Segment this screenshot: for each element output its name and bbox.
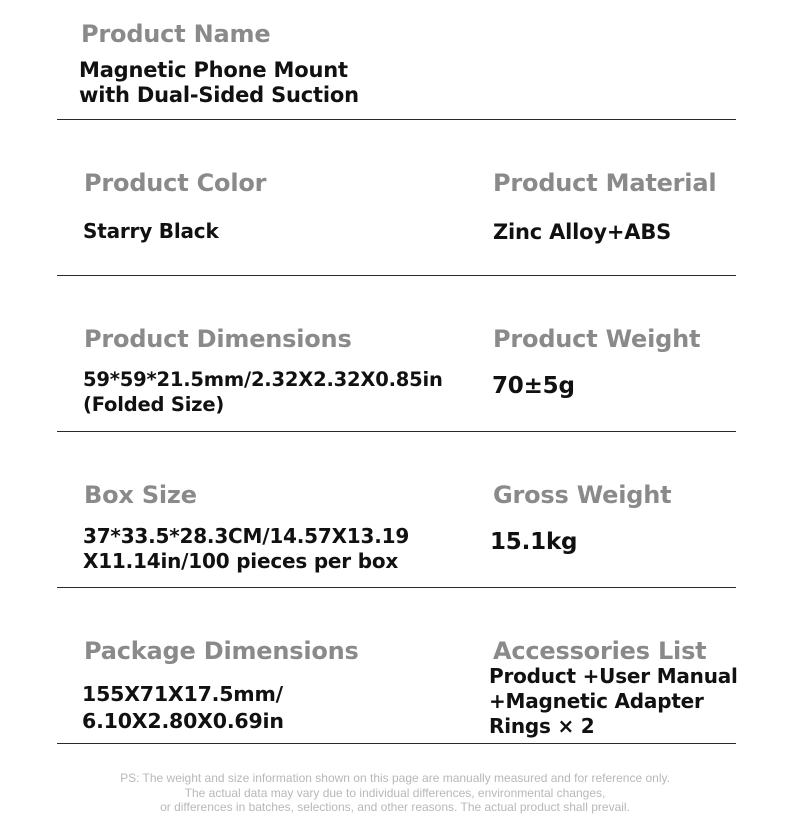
box-size-line: 37*33.5*28.3CM/14.57X13.19 xyxy=(83,524,410,548)
divider xyxy=(57,743,736,744)
product-name-value xyxy=(79,58,359,108)
product-dimensions-line: (Folded Size) xyxy=(83,393,225,416)
accessories-list-value xyxy=(489,664,738,739)
divider xyxy=(57,275,736,276)
box-size-value xyxy=(83,524,409,574)
product-color-label: Product Color xyxy=(84,169,267,197)
disclaimer-note xyxy=(0,771,790,815)
gross-weight-label: Gross Weight xyxy=(493,481,672,509)
gross-weight-value xyxy=(490,530,577,555)
product-dimensions-value xyxy=(83,367,443,417)
box-size-line: X11.14in/100 pieces per box xyxy=(83,549,399,573)
product-weight-value xyxy=(492,374,575,399)
product-weight-label: Product Weight xyxy=(493,325,701,353)
accessories-list-line: +Magnetic Adapter xyxy=(489,689,704,713)
disclaimer-line: or differences in batches, selections, and other reasons. The actual product shall prevail. xyxy=(160,800,630,814)
package-dimensions-label: Package Dimensions xyxy=(84,637,359,665)
package-dimensions-line: 155X71X17.5mm/ xyxy=(82,682,283,706)
divider xyxy=(57,587,736,588)
divider xyxy=(57,119,736,120)
product-name-line: with Dual-Sided Suction xyxy=(79,83,359,107)
disclaimer-line: The actual data may vary due to individual differences, environmental changes, xyxy=(184,785,606,800)
product-material-label: Product Material xyxy=(493,169,717,197)
product-name-line: Magnetic Phone Mount xyxy=(79,58,348,82)
product-color-line: Starry Black xyxy=(83,219,219,243)
package-dimensions-line: 6.10X2.80X0.69in xyxy=(82,709,284,733)
product-dimensions-label: Product Dimensions xyxy=(84,325,352,353)
product-weight-line: 70±5g xyxy=(492,373,575,399)
product-name-label: Product Name xyxy=(81,20,271,48)
accessories-list-line: Rings × 2 xyxy=(489,714,595,738)
divider xyxy=(57,431,736,432)
accessories-list-line: Product +User Manual xyxy=(489,664,738,688)
gross-weight-line: 15.1kg xyxy=(490,529,578,555)
product-material-value xyxy=(493,220,671,245)
disclaimer-line: PS: The weight and size information shown on this page are manually measured and for reference only. xyxy=(120,771,670,785)
product-material-line: Zinc Alloy+ABS xyxy=(493,220,672,244)
package-dimensions-value xyxy=(82,681,284,735)
box-size-label: Box Size xyxy=(84,481,197,509)
product-color-value xyxy=(83,219,219,244)
accessories-list-label: Accessories List xyxy=(493,637,707,665)
product-dimensions-line: 59*59*21.5mm/2.32X2.32X0.85in xyxy=(83,368,443,391)
